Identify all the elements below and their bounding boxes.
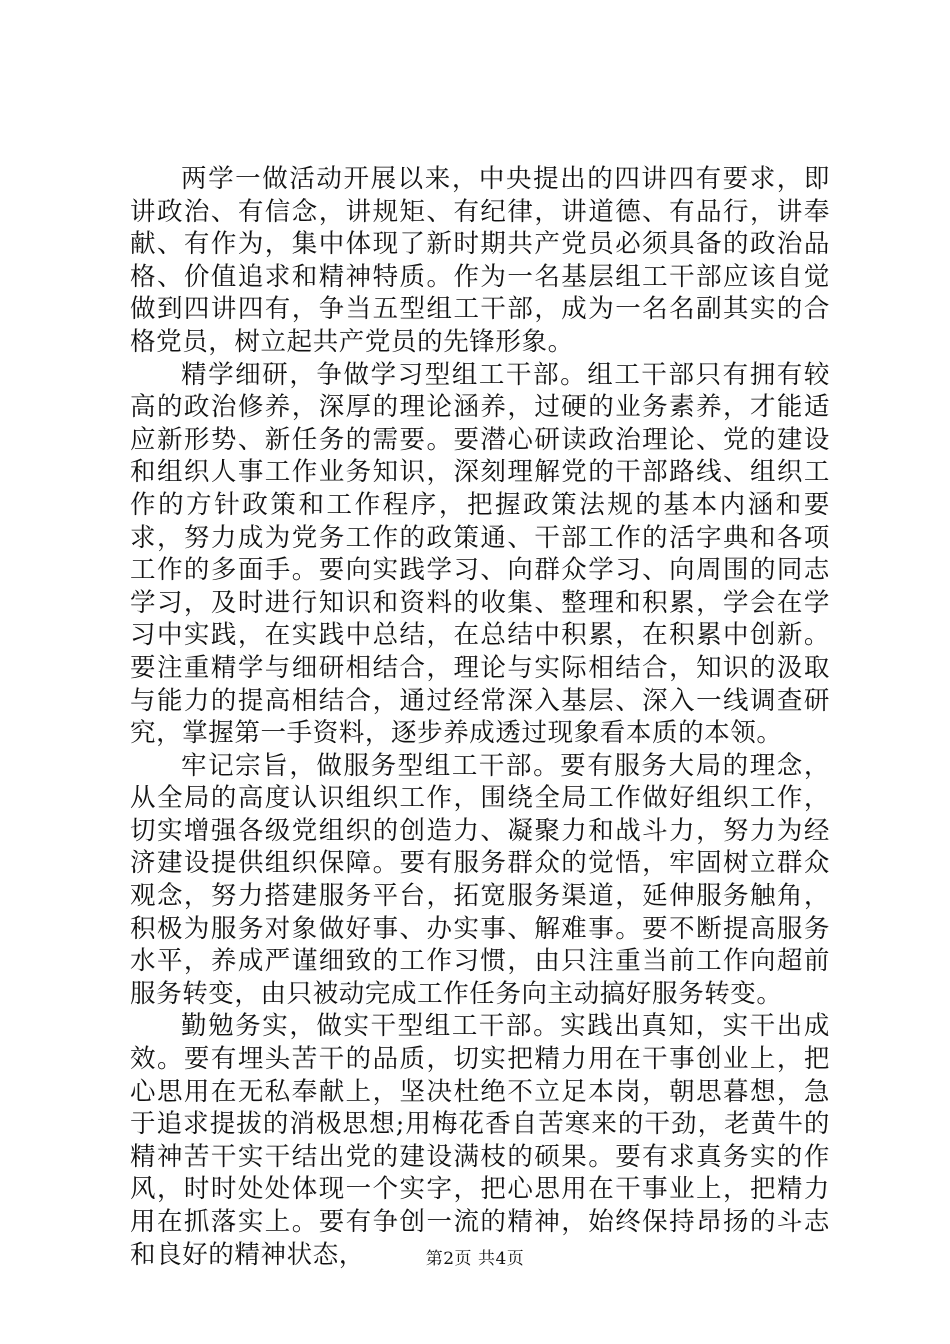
page-indicator: 第2页 共4页 xyxy=(425,1249,525,1269)
paragraph-intro: 两学一做活动开展以来，中央提出的四讲四有要求，即讲政治、有信念，讲规矩、有纪律，讲道德、有品行，讲奉献、有作为，集中体现了新时期共产党员必须具备的政治品格、价值追求和精神特质。作为一名基层组工干部应该自觉做到四讲四有，争当五型组工干部，成为一名名副其实的合格党员，树立起共产党员的先锋形象。 xyxy=(130,164,830,357)
document-body xyxy=(130,163,830,1271)
paragraph-learning-type: 精学细研，争做学习型组工干部。组工干部只有拥有较高的政治修养，深厚的理论涵养，过硬的业务素养，才能适应新形势、新任务的需要。要潜心研读政治理论、党的建设和组织人事工作业务知识，深刻理解党的干部路线、组织工作的方针政策和工作程序，把握政策法规的基本内涵和要求，努力成为党务工作的政策通、干部工作的活字典和各项工作的多面手。要向实践学习、向群众学习、向周围的同志学习，及时进行知识和资料的收集、整理和积累，学会在学习中实践，在实践中总结，在总结中积累，在积累中创新。要注重精学与细研相结合，理论与实际相结合，知识的汲取与能力的提高相结合，通过经常深入基层、深入一线调查研究，掌握第一手资料，逐步养成透过现象看本质的本领。 xyxy=(130,359,830,749)
page-footer xyxy=(0,1244,950,1269)
paragraph-service-type: 牢记宗旨，做服务型组工干部。要有服务大局的理念，从全局的高度认识组织工作，围绕全局工作做好组织工作，切实增强各级党组织的创造力、凝聚力和战斗力，努力为经济建设提供组织保障。要有服务群众的觉悟，牢固树立群众观念，努力搭建服务平台，拓宽服务渠道，延伸服务触角，积极为服务对象做好事、办实事、解难事。要不断提高服务水平，养成严谨细致的工作习惯，由只注重当前工作向超前服务转变，由只被动完成工作任务向主动搞好服务转变。 xyxy=(130,750,830,1009)
paragraph-practical-type: 勤勉务实，做实干型组工干部。实践出真知，实干出成效。要有埋头苦干的品质，切实把精力用在干事创业上，把心思用在无私奉献上，坚决杜绝不立足本岗，朝思暮想，急于追求提拔的消极思想;用梅花香自苦寒来的干劲，老黄牛的精神苦干实干结出党的建设满枝的硕果。要有求真务实的作风，时时处处体现一个实字，把心思用在干事业上，把精力用在抓落实上。要有争创一流的精神，始终保持昂扬的斗志和良好的精神状态， xyxy=(130,1011,830,1270)
